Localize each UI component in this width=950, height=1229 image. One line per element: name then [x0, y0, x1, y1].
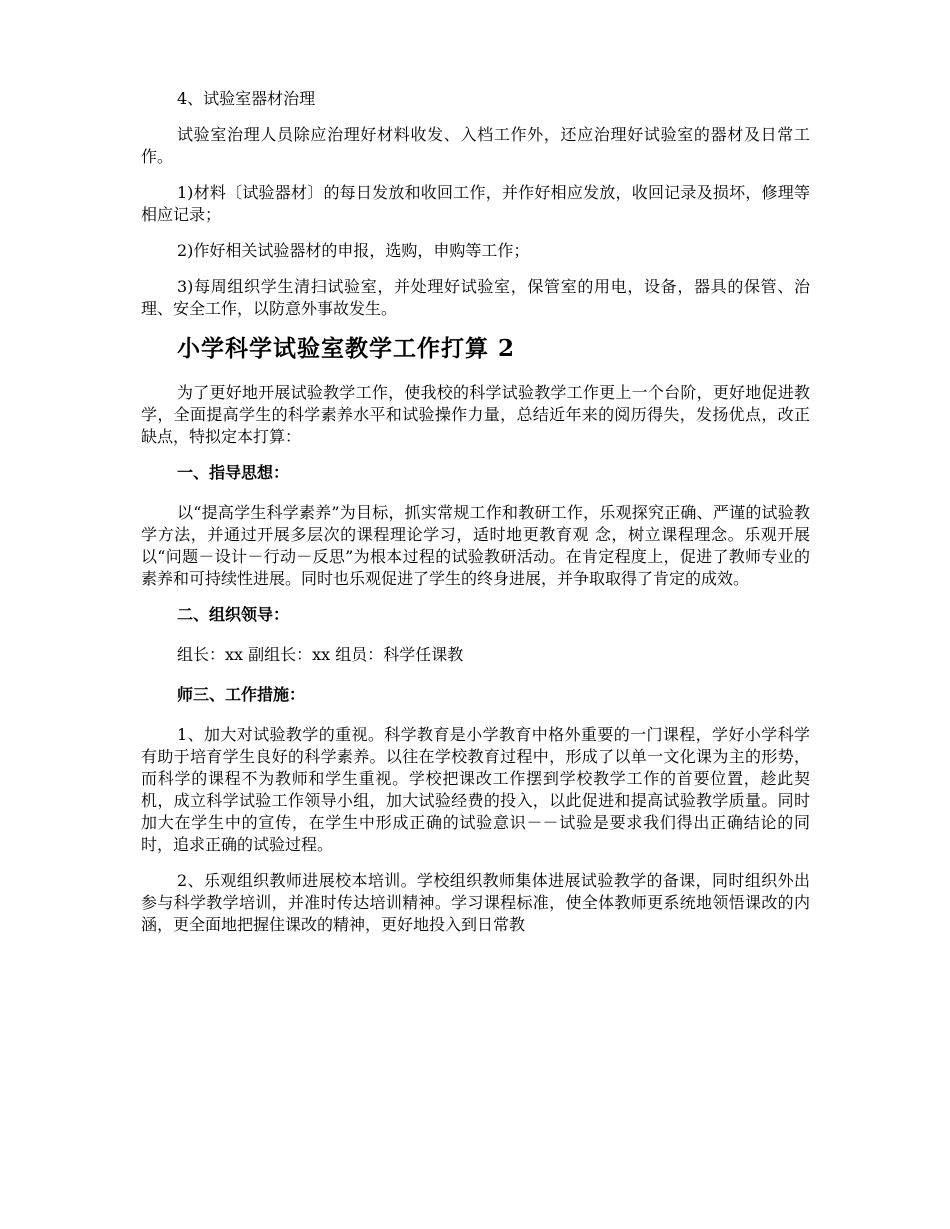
- section4-paragraph-1: 试验室治理人员除应治理好材料收发、入档工作外，还应治理好试验室的器材及日常工作。: [141, 125, 810, 166]
- section4-paragraph-2: 1)材料〔试验器材〕的每日发放和收回工作，并作好相应发放，收回记录及损坏，修理等相应记录；: [141, 183, 810, 224]
- section-heading: 小学科学试验室教学工作打算 2: [177, 335, 516, 362]
- subheading-guiding-ideology: 一、指导思想：: [177, 463, 290, 482]
- subheading-organization: 二、组织领导：: [177, 605, 290, 624]
- guiding-ideology-paragraph: 以“提高学生科学素养”为目标，抓实常规工作和教研工作，乐观探究正确、严谨的试验教学方法，并通过开展多层次的课程理论学习，适时地更教育观 念，树立课程理念。乐观开展以“问题－设计－行动－反思”为根本过程的试验教研活动。在肯定程度上，促进了教师专业的素养和可持续性进展。同时也乐观促进了学生的终身进展，并争取取得了肯定的成效。: [141, 503, 810, 588]
- document-page: [141, 88, 810, 950]
- measure-paragraph-1: 1、加大对试验教学的重视。科学教育是小学教育中格外重要的一门课程，学好小学科学有助于培育学生良好的科学素养。以往在学校教育过程中，形成了以单一文化课为主的形势，而科学的课程不为教师和学生重视。学校把课改工作摆到学校教学工作的首要位置，趁此契机，成立科学试验工作领导小组，加大试验经费的投入，以此促进和提高试验教学质量。同时加大在学生中的宣传，在学生中形成正确的试验意识－－试验是要求我们得出正确结论的同时，追求正确的试验过程。: [141, 725, 810, 854]
- measure-paragraph-2: 2、乐观组织教师进展校本培训。学校组织教师集体进展试验教学的备课，同时组织外出参与科学教学培训，并准时传达培训精神。学习课程标准，使全体教师更系统地领悟课改的内涵，更全面地把握住课改的精神，更好地投入到日常教: [141, 871, 810, 934]
- subheading-measures: 师三、工作措施：: [177, 685, 306, 704]
- section4-paragraph-3: 2)作好相关试验器材的申报，选购，申购等工作；: [177, 241, 530, 260]
- intro-paragraph: 为了更好地开展试验教学工作，使我校的科学试验教学工作更上一个台阶，更好地促进教学，全面提高学生的科学素养水平和试验操作力量，总结近年来的阅历得失，发扬优点，改正缺点，特拟定本打算：: [141, 383, 810, 446]
- section4-title: 4、试验室器材治理: [177, 89, 316, 108]
- leaders-line: 组长：xx 副组长：xx 组员：科学任课教: [177, 645, 464, 664]
- section4-paragraph-4: 3)每周组织学生清扫试验室，并处理好试验室，保管室的用电，设备，器具的保管、治理、安全工作，以防意外事故发生。: [141, 277, 810, 318]
